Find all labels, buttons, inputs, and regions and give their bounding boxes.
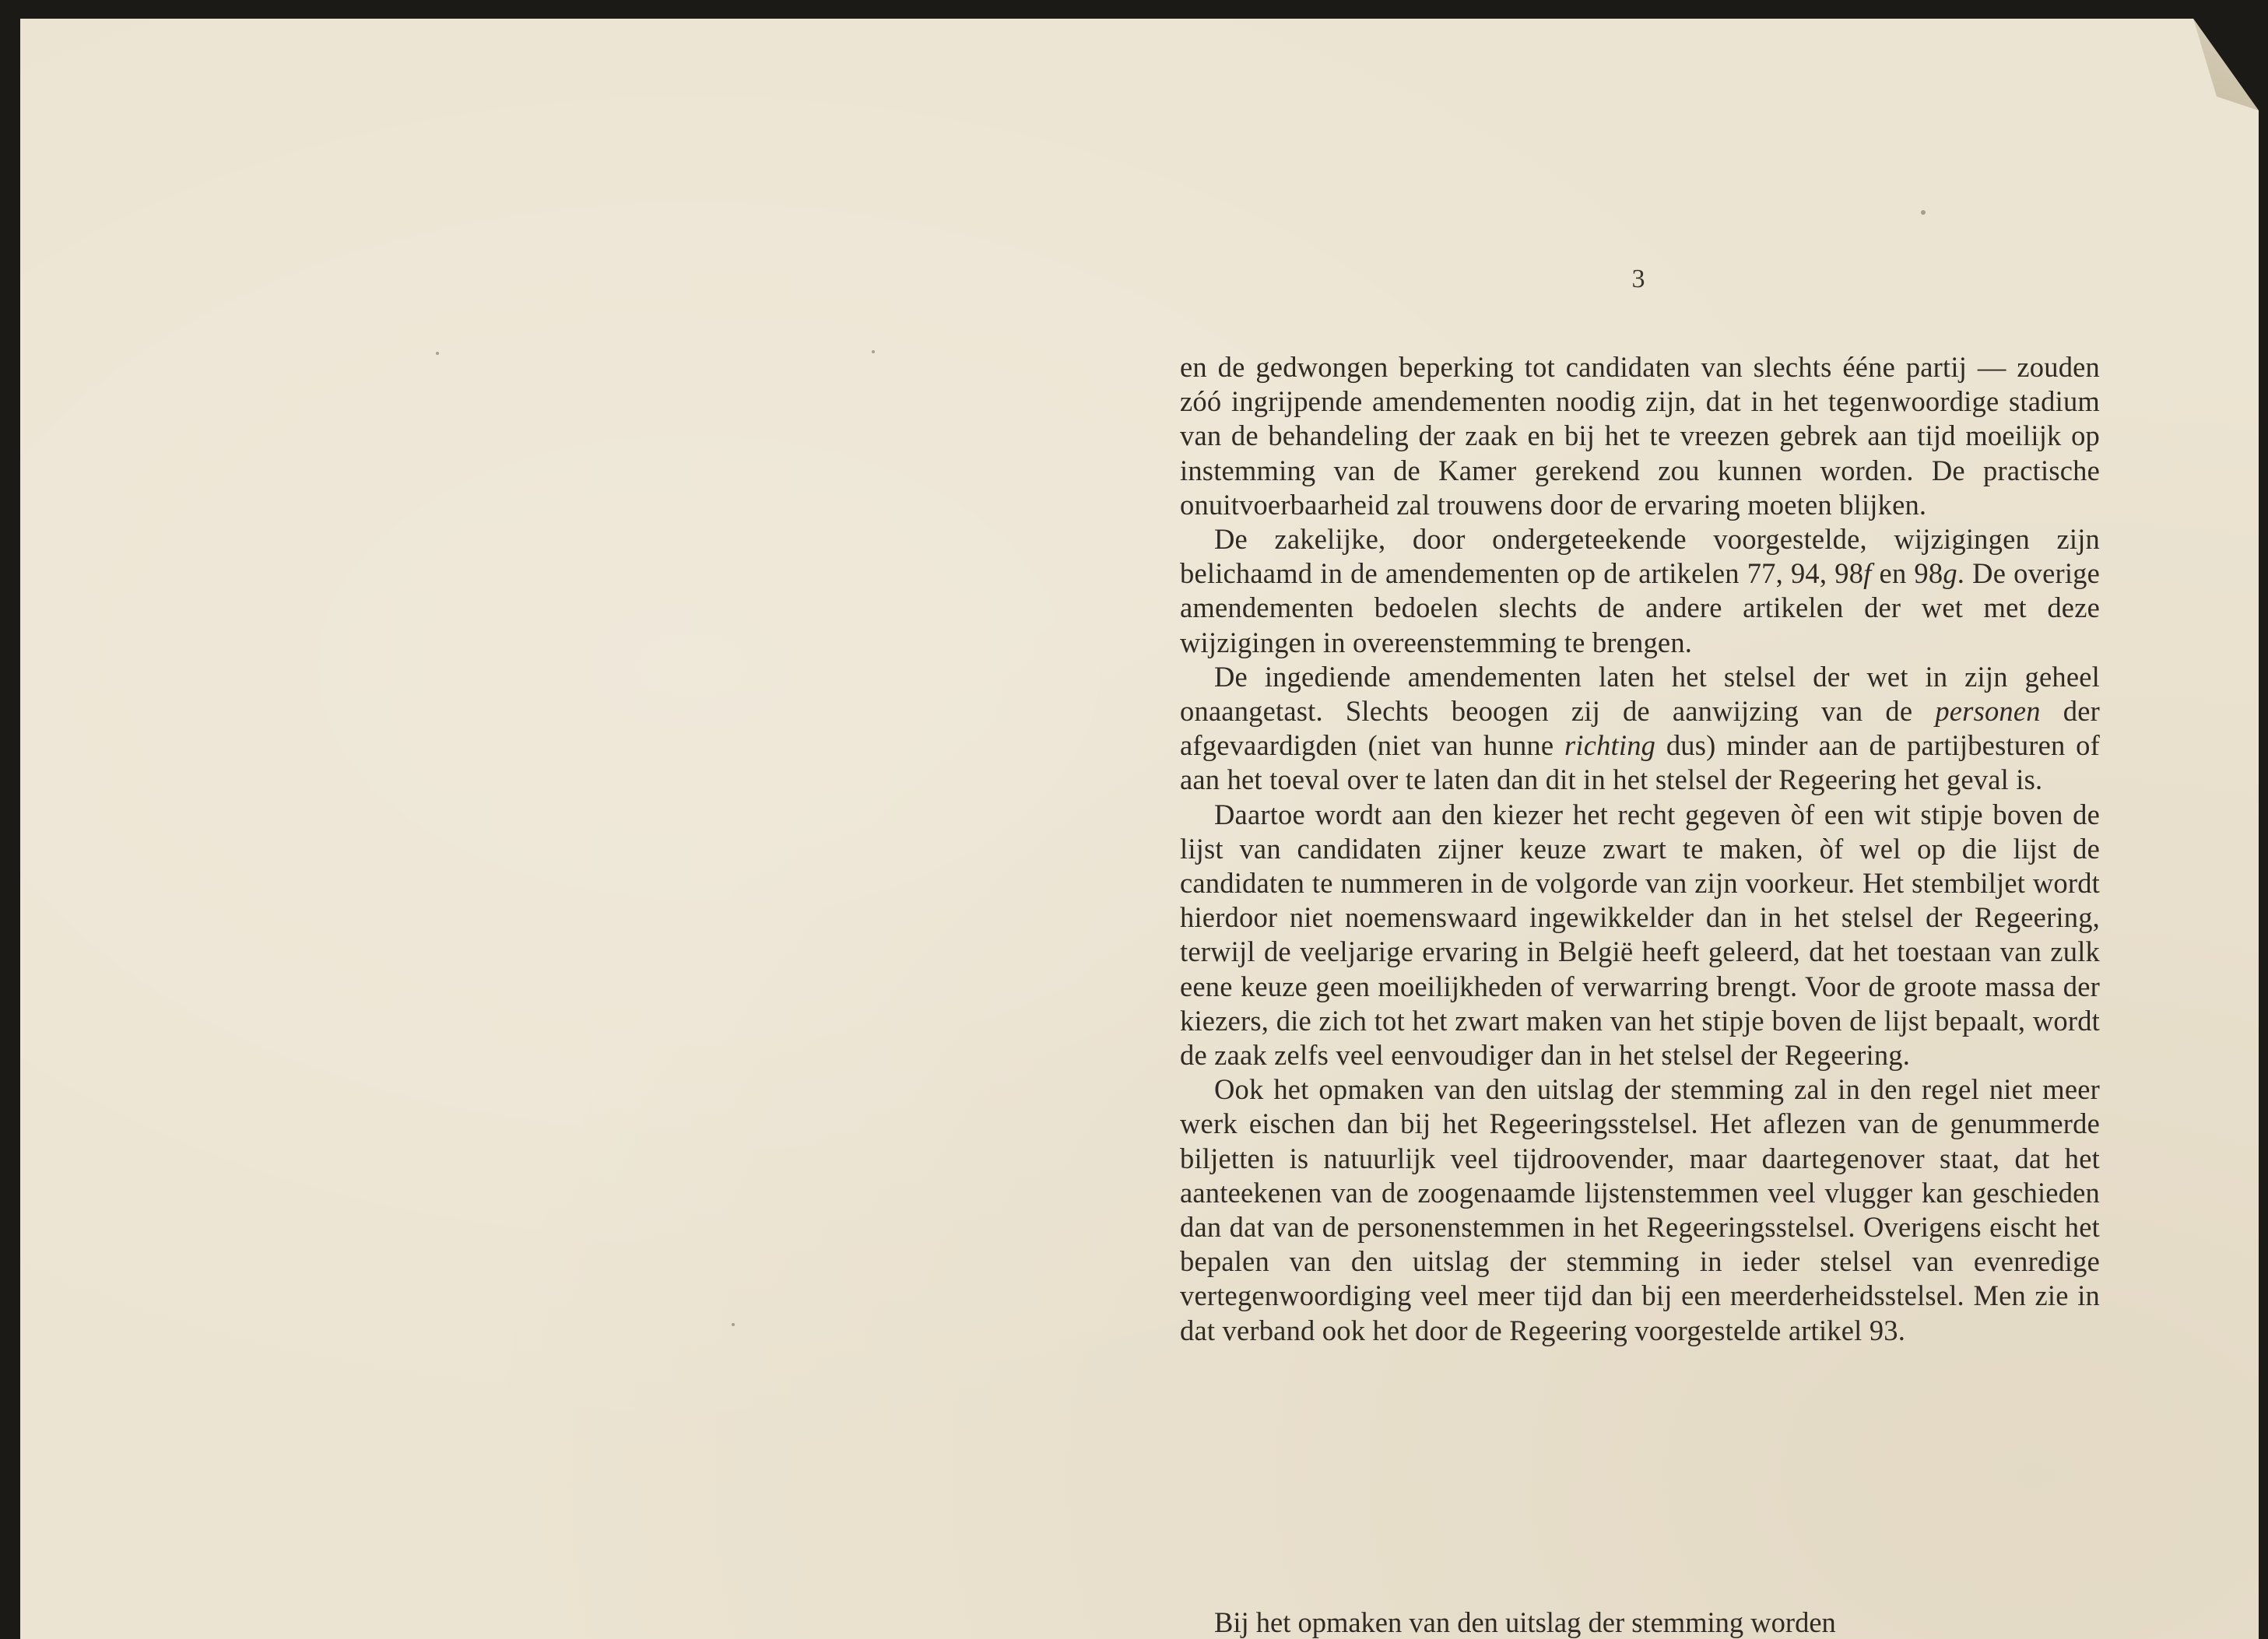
text-run: Ook het opmaken van den uitslag der stemming zal in den regel niet meer werk eischen dan bij het Regeeringsstelsel. Het aflezen van de genummerde biljetten is natuurlijk veel tijdroovender, maar daartegenover staat, dat het aanteekenen van de zoogenaamde lijstenstemmen veel vlugger kan geschieden dan dat van de personenstemmen in het Regeeringsstelsel. Overigens eischt het bepalen van den uitslag der stemming in ieder stelsel van evenredige vertegenwoordiging veel meer tijd dan bij een meerderheidsstelsel. Men zie in dat verband ook het door de Regeering voorgestelde artikel 93. — [1180, 1073, 2100, 1346]
text-run: dus) minder aan de partijbesturen of aan het toeval over te laten dan dit in het stelsel der Regeering het geval is. — [1180, 729, 2100, 796]
italic-text: richting — [1564, 729, 1656, 762]
paragraph — [1180, 522, 2100, 660]
text-run: De ingediende amendementen laten het stelsel der wet in zijn geheel onaangetast. Slechts beoogen zij de aanwijzing van de — [1180, 660, 2100, 728]
italic-text: personen — [1935, 695, 2041, 728]
text-run: en de gedwongen beperking tot candidaten van slechts ééne partij — zouden zóó ingrijpende amendementen noodig zijn, dat in het tegenwoordige stadium van de behandeling der zaak en bij het te vreezen gebrek aan tijd moeilijk op instemming van de Kamer gerekend zou kunnen worden. De practische onuitvoerbaarheid zal trouwens door de ervaring moeten blijken. — [1180, 351, 2100, 521]
body-text — [1180, 350, 2100, 1348]
page-number: 3 — [1631, 265, 1645, 293]
cut-off-line: Bij het opmaken van den uitslag der stemming worden — [1214, 1606, 1836, 1638]
text-run: De zakelijke, door ondergeteekende voorgestelde, wijzigingen zijn belichaamd in de amendementen op de artikelen 77, 94, 98 — [1180, 523, 2100, 590]
paper-speck — [732, 1323, 735, 1326]
paragraph — [1180, 350, 2100, 522]
text-run: der afgevaardigden (niet van hunne — [1180, 695, 2100, 762]
paper-speck — [436, 352, 439, 355]
text-run: Daartoe wordt aan den kiezer het recht gegeven òf een wit stipje boven de lijst van candidaten zijner keuze zwart te maken, òf wel op die lijst de candidaten te nummeren in de volgorde van zijn voorkeur. Het stembiljet wordt hierdoor niet noemenswaard ingewikkelder dan in het stelsel der Regeering, terwijl de veeljarige ervaring in België heeft geleerd, dat het toestaan van zulk eene keuze geen moeilijkheden of verwarring brengt. Voor de groote massa der kiezers, die zich tot het zwart maken van het stipje boven de lijst bepaalt, wordt de zaak zelfs veel eenvoudiger dan in het stelsel der Regeering. — [1180, 798, 2100, 1072]
italic-text: f — [1863, 557, 1872, 590]
text-run: . De overige amendementen bedoelen slechts de andere artikelen der wet met deze wijzigingen in overeenstemming te brengen. — [1180, 557, 2101, 658]
paragraph — [1180, 660, 2100, 798]
italic-text: g — [1943, 557, 1957, 590]
paper-speck — [872, 350, 875, 353]
text-run: en 98 — [1871, 557, 1943, 590]
paragraph — [1180, 1072, 2100, 1348]
paragraph — [1180, 798, 2100, 1073]
paper-speck — [1921, 210, 1926, 215]
